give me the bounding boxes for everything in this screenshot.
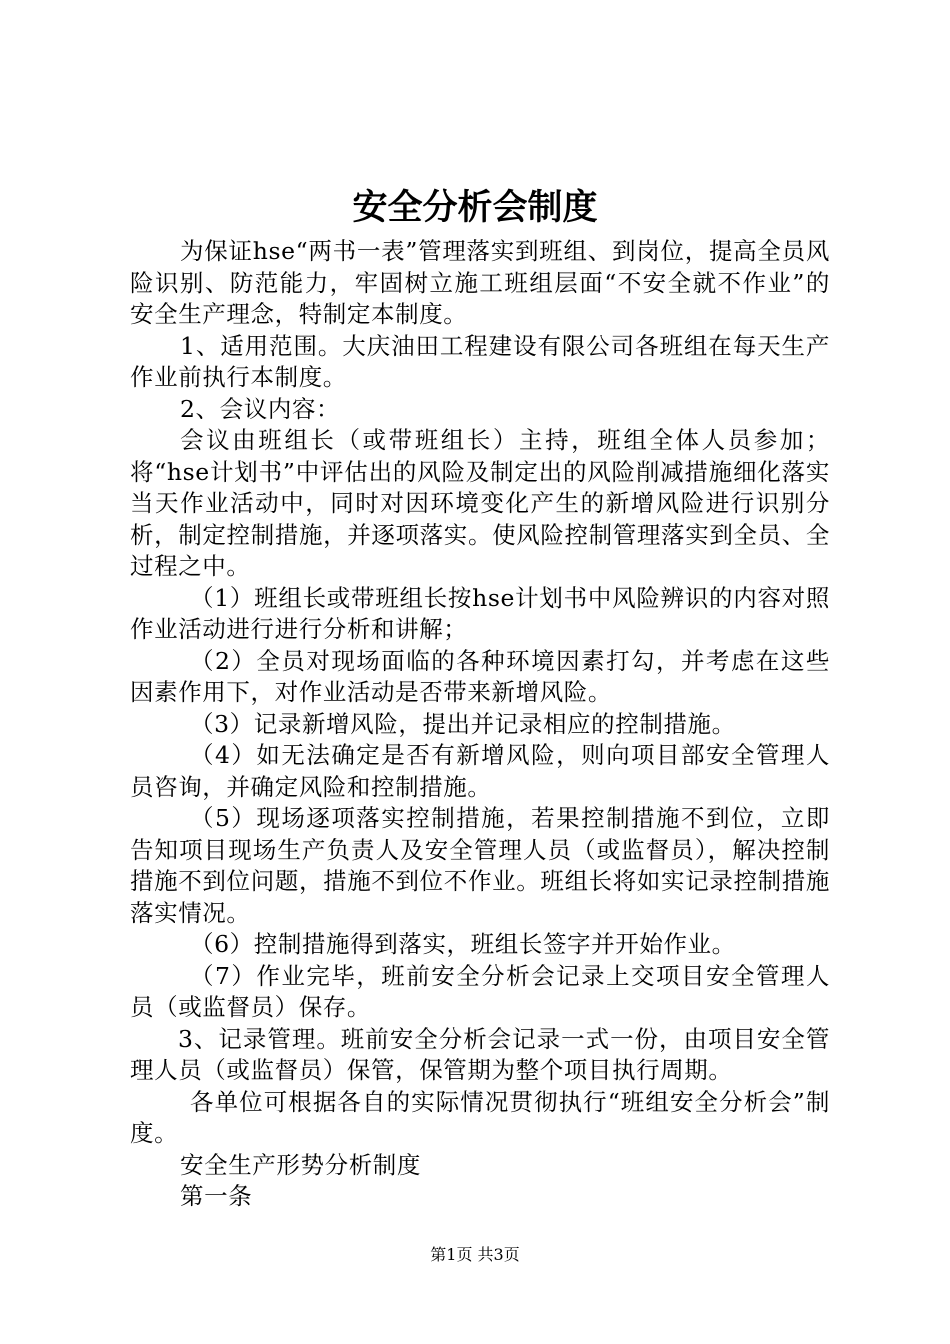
paragraph-meeting-heading: 2、会议内容： <box>180 394 341 423</box>
paragraph-item-5: （5）现场逐项落实控制措施，若果控制措施不到位，立即告知项目现场生产负责人及安全管理人员（或监督员），解决控制措施不到位问题，措施不到位不作业。班组长将如实记录控制措施落实情况。 <box>130 804 830 927</box>
paragraph-item-3: （3）记录新增风险，提出并记录相应的控制措施。 <box>190 709 736 738</box>
paragraph-item-2: （2）全员对现场面临的各种环境因素打勾，并考虑在这些因素作用下，对作业活动是否带来新增风险。 <box>130 646 830 706</box>
paragraph-item-4: （4）如无法确定是否有新增风险，则向项目部安全管理人员咨询，并确定风险和控制措施。 <box>130 741 830 801</box>
paragraph-next-title: 安全生产形势分析制度 <box>180 1150 421 1179</box>
paragraph-scope: 1、适用范围。大庆油田工程建设有限公司各班组在每天生产作业前执行本制度。 <box>130 331 830 391</box>
paragraph-item-7: （7）作业完毕，班前安全分析会记录上交项目安全管理人员（或监督员）保存。 <box>130 961 830 1021</box>
paragraph-closing: 各单位可根据各自的实际情况贯彻执行“班组安全分析会”制度。 <box>130 1087 830 1147</box>
paragraph-intro: 为保证hse“两书一表”管理落实到班组、到岗位，提高全员风险识别、防范能力，牢固树立施工班组层面“不安全就不作业”的安全生产理念，特制定本制度。 <box>130 237 830 328</box>
paragraph-item-1: （1）班组长或带班组长按hse计划书中风险辨识的内容对照作业活动进行进行分析和讲解； <box>130 583 830 643</box>
document-title: 安全分析会制度 <box>352 188 598 228</box>
paragraph-meeting-content: 会议由班组长（或带班组长）主持，班组全体人员参加；将“hse计划书”中评估出的风险及制定出的风险削减措施细化落实当天作业活动中，同时对因环境变化产生的新增风险进行识别分析，制定控制措施，并逐项落实。使风险控制管理落实到全员、全过程之中。 <box>130 426 830 580</box>
document-body <box>130 236 830 1213</box>
paragraph-records: 3、记录管理。班前安全分析会记录一式一份，由项目安全管理人员（或监督员）保管，保管期为整个项目执行周期。 <box>130 1024 830 1084</box>
page-footer: 第1页 共3页 <box>430 1245 520 1264</box>
paragraph-item-6: （6）控制措施得到落实，班组长签字并开始作业。 <box>190 930 736 958</box>
paragraph-first-article: 第一条 <box>180 1182 253 1210</box>
